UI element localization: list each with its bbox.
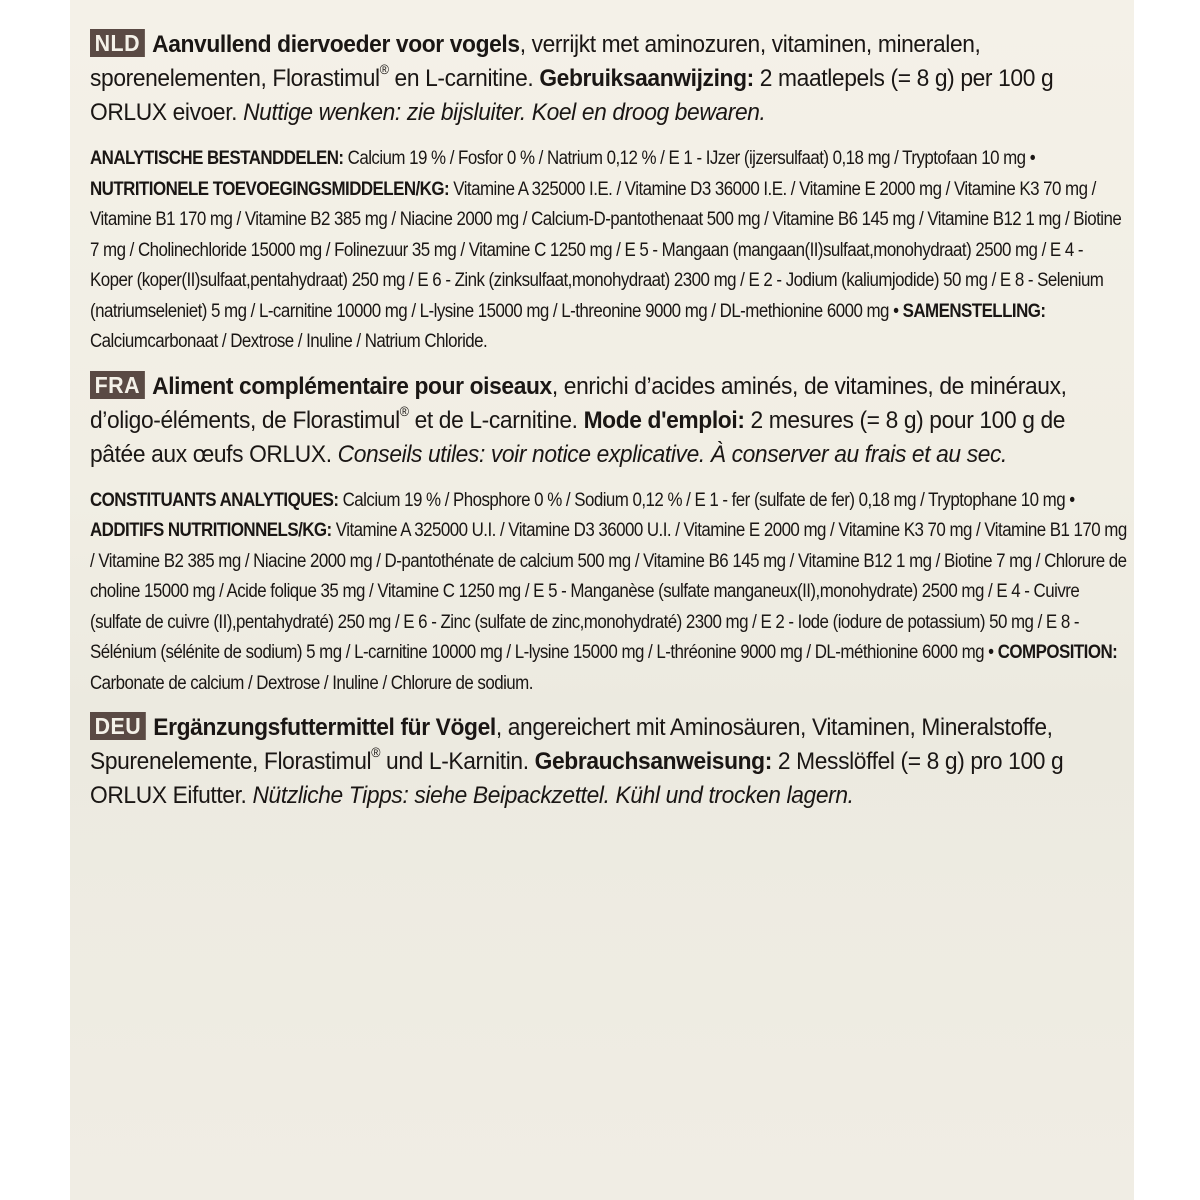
tips-text: Conseils utiles: voir notice explicative. À conserver au frais et au sec. bbox=[337, 440, 1007, 468]
analysis-text: Calcium 19 % / Fosfor 0 % / Natrium 0,12 % / E 1 - IJzer (ijzersulfaat) 0,18 mg / Tryptofaan 10 mg • bbox=[343, 148, 1036, 169]
section-nld bbox=[90, 28, 1126, 358]
intro-text: und L-Karnitin. bbox=[380, 748, 535, 775]
product-label bbox=[70, 0, 1134, 1200]
intro-deu bbox=[90, 711, 1121, 813]
tips-text: Nuttige wenken: zie bijsluiter. Koel en droog bewaren. bbox=[243, 99, 766, 126]
section-deu bbox=[90, 711, 1126, 813]
usage-text: 2 maatlepels (= 8 g) per 100 g ORLUX eivoer. bbox=[90, 65, 1054, 126]
additives-heading: ADDITIFS NUTRITIONNELS/KG: bbox=[90, 520, 332, 541]
intro-text: , verrijkt met aminozuren, vitaminen, mineralen, sporenelementen, Florastimul bbox=[90, 31, 981, 92]
intro-text: , enrichi d’acides aminés, de vitamines, de minéraux, d’oligo-éléments, de Florastimul bbox=[90, 372, 1067, 434]
intro-nld bbox=[90, 28, 1121, 130]
registered-mark: ® bbox=[399, 403, 409, 419]
usage-heading: Mode d'emploi: bbox=[583, 406, 745, 434]
section-fra bbox=[90, 370, 1126, 700]
product-type: Aanvullend diervoeder voor vogels bbox=[152, 31, 520, 58]
composition-text: Calciumcarbonaat / Dextrose / Inuline / Natrium Chloride. bbox=[90, 331, 488, 352]
composition-text: Carbonate de calcium / Dextrose / Inuline / Chlorure de sodium. bbox=[90, 672, 533, 694]
usage-heading: Gebrauchsanweisung: bbox=[534, 748, 772, 775]
language-code-badge: FRA bbox=[90, 371, 145, 399]
additives-heading: NUTRITIONELE TOEVOEGINGSMIDDELEN/KG: bbox=[90, 178, 450, 200]
intro-fra bbox=[90, 370, 1121, 472]
product-type: Ergänzungsfuttermittel für Vögel bbox=[153, 714, 496, 741]
registered-mark: ® bbox=[379, 61, 389, 77]
composition-heading: COMPOSITION: bbox=[997, 642, 1118, 663]
analysis-heading: ANALYTISCHE BESTANDDELEN: bbox=[90, 148, 344, 169]
additives-text: Vitamine A 325000 I.E. / Vitamine D3 36000 I.E. / Vitamine E 2000 mg / Vitamine K3 70 mg / Vitamine B1 170 mg / Vitamine B2 385 mg / Niacine 2000 mg / Calcium-D-pantothenaat 500 mg / Vitamine B6 145 mg / Vitamine B12 1 mg / Biotine 7 mg / Cholinechloride 15000 mg / Folinezuur 35 mg / Vitamine C 1250 mg / E 5 - Mangaan (mangaan(II)sulfaat,monohydraat) 2500 mg / E 4 - Koper (koper(II)sulfaat,pentahydraat) 250 mg / E 6 - Zink (zinksulfaat,monohydraat) 2300 mg / E 2 - Jodium (kaliumjodide) 50 mg / E 8 - Selenium (natriumseleniet) 5 mg / L-carnitine 10000 mg / L-lysine 15000 mg / L-threonine 9000 mg / DL-methionine 6000 mg • bbox=[90, 178, 1122, 322]
usage-text: 2 mesures (= 8 g) pour 100 g de pâtée aux œufs ORLUX. bbox=[90, 406, 1066, 468]
intro-text: , angereichert mit Aminosäuren, Vitaminen, Mineralstoffe, Spurenelemente, Florastimul bbox=[90, 714, 1053, 775]
product-type: Aliment complémentaire pour oiseaux bbox=[152, 372, 552, 400]
analysis-fra bbox=[90, 486, 1127, 700]
tips-text: Nützliche Tipps: siehe Beipackzettel. Kühl und trocken lagern. bbox=[252, 782, 854, 809]
language-code-badge: DEU bbox=[90, 712, 146, 740]
intro-text: en L-carnitine. bbox=[388, 65, 540, 92]
usage-text: 2 Messlöffel (= 8 g) pro 100 g ORLUX Eifutter. bbox=[90, 748, 1064, 809]
analysis-heading: CONSTITUANTS ANALYTIQUES: bbox=[90, 489, 339, 511]
registered-mark: ® bbox=[371, 744, 381, 760]
additives-text: Vitamine A 325000 U.I. / Vitamine D3 36000 U.I. / Vitamine E 2000 mg / Vitamine K3 70 mg / Vitamine B1 170 mg / Vitamine B2 385 mg / Niacine 2000 mg / D-pantothénate de calcium 500 mg / Vitamine B6 145 mg / Vitamine B12 1 mg / Biotine 7 mg / Chlorure de choline 15000 mg / Acide folique 35 mg / Vitamine C 1250 mg / E 5 - Manganèse (sulfate manganeux(II),monohydrate) 2500 mg / E 4 - Cuivre (sulfate de cuivre (II),pentahydraté) 250 mg / E 6 - Zinc (sulfate de zinc,monohydraté) 2300 mg / E 2 - Iode (iodure de potassium) 50 mg / E 8 - Sélénium (sélénite de sodium) 5 mg / L-carnitine 10000 mg / L-lysine 15000 mg / L-thréonine 9000 mg / DL-méthionine 6000 mg • bbox=[90, 520, 1127, 663]
composition-heading: SAMENSTELLING: bbox=[902, 300, 1046, 322]
language-code-badge: NLD bbox=[90, 29, 145, 57]
analysis-nld bbox=[90, 144, 1127, 358]
usage-heading: Gebruiksaanwijzing: bbox=[539, 65, 754, 92]
analysis-text: Calcium 19 % / Phosphore 0 % / Sodium 0,12 % / E 1 - fer (sulfate de fer) 0,18 mg / Tryptophane 10 mg • bbox=[338, 489, 1075, 511]
intro-text: et de L-carnitine. bbox=[408, 406, 584, 434]
